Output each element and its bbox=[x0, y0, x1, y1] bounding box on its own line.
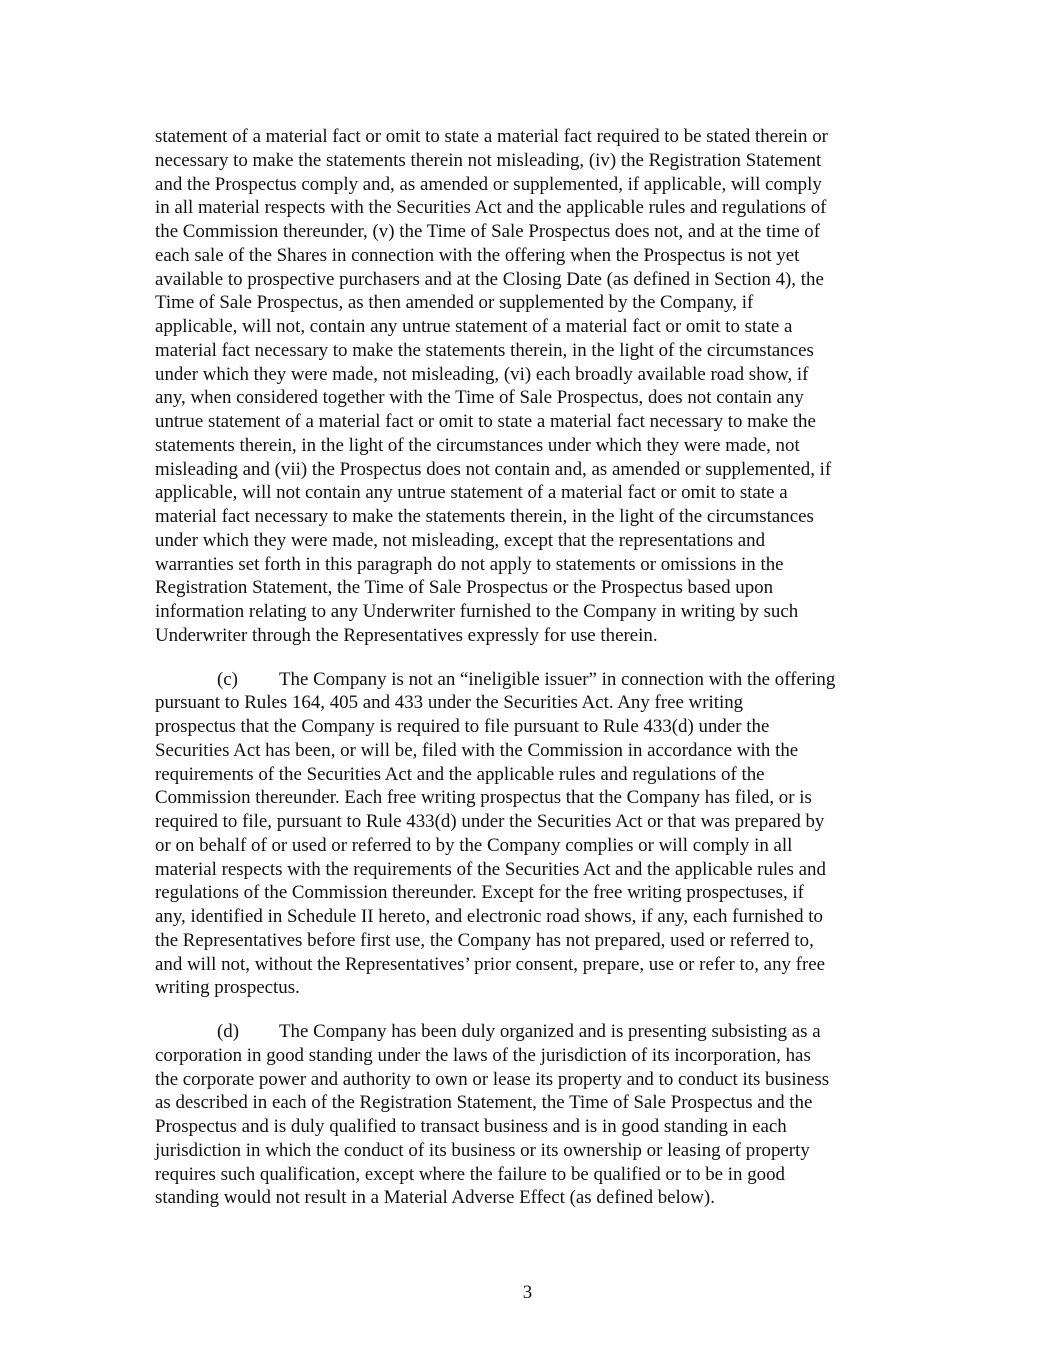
text-line: each sale of the Shares in connection with the offering when the Prospectus is not yet bbox=[155, 244, 800, 266]
text-line: information relating to any Underwriter furnished to the Company in writing by such bbox=[155, 601, 799, 622]
text-line: Securities Act has been, or will be, filed with the Commission in accordance with the bbox=[155, 739, 799, 761]
text-line: and the Prospectus comply and, as amended or supplemented, if applicable, will comply bbox=[155, 173, 822, 195]
text-line: misleading and (vii) the Prospectus does not contain and, as amended or supplemented, if bbox=[155, 458, 832, 480]
text-line: requirements of the Securities Act and the applicable rules and regulations of the bbox=[155, 763, 765, 785]
paragraph-d-first-line bbox=[155, 1020, 900, 1044]
text-line: or on behalf of or used or referred to by the Company complies or will comply in all bbox=[155, 834, 793, 856]
text-line: regulations of the Commission thereunder. Except for the free writing prospectuses, if bbox=[155, 882, 804, 904]
text-line: untrue statement of a material fact or omit to state a material fact necessary to make the bbox=[155, 411, 816, 432]
text-line: Time of Sale Prospectus, as then amended or supplemented by the Company, if bbox=[155, 292, 754, 314]
text-line: statement of a material fact or omit to state a material fact required to be stated therein or bbox=[155, 126, 828, 147]
text-line: as described in each of the Registration Statement, the Time of Sale Prospectus and the bbox=[155, 1092, 813, 1114]
text-line: any, when considered together with the Time of Sale Prospectus, does not contain any bbox=[155, 387, 804, 409]
text-line: in all material respects with the Securities Act and the applicable rules and regulations of bbox=[155, 197, 827, 219]
text-line: corporation in good standing under the laws of the jurisdiction of its incorporation, has bbox=[155, 1044, 811, 1066]
paragraph-b-continued bbox=[155, 125, 900, 648]
text-line: available to prospective purchasers and at the Closing Date (as defined in Section 4), the bbox=[155, 268, 824, 290]
text-line: requires such qualification, except where the failure to be qualified or to be in good bbox=[155, 1163, 785, 1185]
text-line: the Representatives before first use, the Company has not prepared, used or referred to, bbox=[155, 929, 814, 951]
paragraph-d bbox=[155, 1020, 900, 1210]
paragraph-d-first-text: The Company has been duly organized and is presenting subsisting as a bbox=[279, 1021, 821, 1042]
paragraph-c-first-text: The Company is not an “ineligible issuer” in connection with the offering bbox=[279, 668, 836, 690]
text-line: prospectus that the Company is required to file pursuant to Rule 433(d) under the bbox=[155, 716, 770, 737]
text-line: required to file, pursuant to Rule 433(d) under the Securities Act or that was prepared by bbox=[155, 811, 825, 832]
text-line: jurisdiction in which the conduct of its business or its ownership or leasing of property bbox=[155, 1139, 810, 1161]
text-line: any, identified in Schedule II hereto, and electronic road shows, if any, each furnished to bbox=[155, 906, 823, 927]
text-line: under which they were made, not misleading, except that the representations and bbox=[155, 529, 766, 551]
text-line: Registration Statement, the Time of Sale Prospectus or the Prospectus based upon bbox=[155, 577, 774, 599]
text-line: warranties set forth in this paragraph do not apply to statements or omissions in the bbox=[155, 553, 784, 575]
text-line: material fact necessary to make the statements therein, in the light of the circumstances bbox=[155, 339, 814, 361]
text-line: the Commission thereunder, (v) the Time of Sale Prospectus does not, and at the time of bbox=[155, 221, 821, 242]
paragraph-c bbox=[155, 668, 900, 1001]
paragraph-d-label: (d) bbox=[217, 1021, 240, 1042]
text-line: material respects with the requirements of the Securities Act and the applicable rules and bbox=[155, 858, 826, 880]
text-line: writing prospectus. bbox=[155, 977, 300, 999]
text-line: Commission thereunder. Each free writing prospectus that the Company has filed, or is bbox=[155, 787, 812, 809]
text-line: under which they were made, not misleading, (vi) each broadly available road show, if bbox=[155, 363, 809, 385]
text-line: and will not, without the Representatives’ prior consent, prepare, use or refer to, any free bbox=[155, 953, 826, 975]
text-line: Prospectus and is duly qualified to transact business and is in good standing in each bbox=[155, 1116, 787, 1137]
text-line: material fact necessary to make the statements therein, in the light of the circumstances bbox=[155, 506, 814, 527]
text-line: applicable, will not contain any untrue statement of a material fact or omit to state a bbox=[155, 482, 788, 504]
text-line: pursuant to Rules 164, 405 and 433 under the Securities Act. Any free writing bbox=[155, 692, 744, 714]
page-number: 3 bbox=[522, 1282, 533, 1303]
text-line: statements therein, in the light of the circumstances under which they were made, not bbox=[155, 434, 800, 456]
text-line: applicable, will not, contain any untrue statement of a material fact or omit to state a bbox=[155, 316, 793, 337]
document-body bbox=[155, 125, 900, 1210]
paragraph-c-first-line bbox=[155, 668, 900, 692]
text-line: necessary to make the statements therein not misleading, (iv) the Registration Statement bbox=[155, 149, 822, 171]
text-line: the corporate power and authority to own or lease its property and to conduct its business bbox=[155, 1068, 830, 1090]
text-line: standing would not result in a Material Adverse Effect (as defined below). bbox=[155, 1187, 715, 1209]
text-line: Underwriter through the Representatives expressly for use therein. bbox=[155, 624, 658, 646]
paragraph-c-label: (c) bbox=[217, 668, 238, 690]
